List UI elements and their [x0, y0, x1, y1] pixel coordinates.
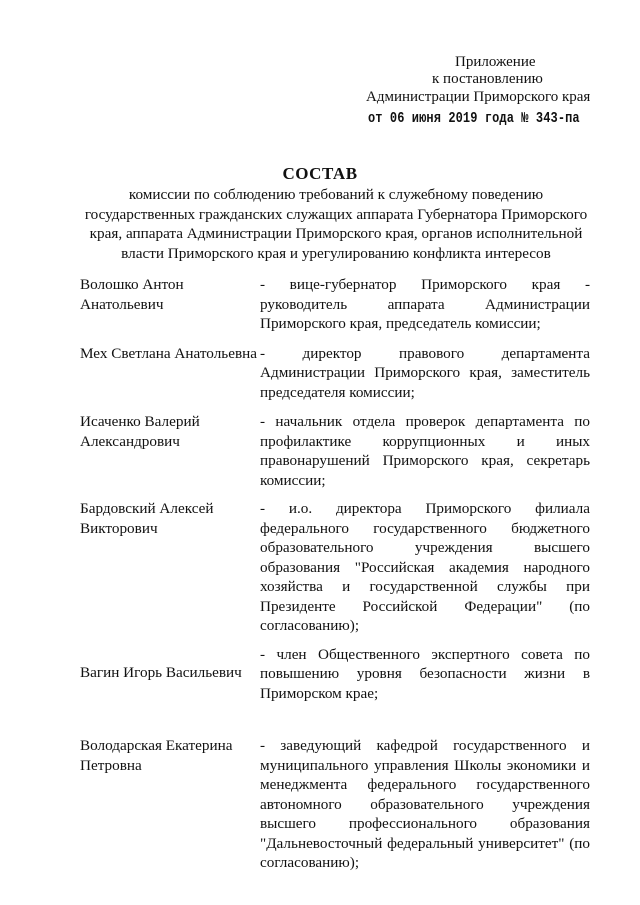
members-list — [80, 275, 590, 873]
member-role: - заведующий кафедрой государственного и муниципального управления Школы экономики и менеджмента федерального государственного автономного образовательного учреждения высшего профессионального образования "Дальневосточный федеральный университет" (по согласованию); — [260, 737, 590, 871]
member-name: Исаченко Валерий Александрович — [80, 413, 200, 450]
member-role: - директор правового департамента Администрации Приморского края, заместитель председателя комиссии; — [260, 344, 590, 401]
member-row — [80, 275, 590, 334]
member-role: - вице-губернатор Приморского края - руководитель аппарата Администрации Приморского края, председатель комиссии; — [260, 276, 590, 332]
member-role: - и.о. директора Приморского филиала федерального государственного бюджетного образовательного учреждения высшего образования "Российская академия народного хозяйства и государственной службы при Президенте Российской Федерации" (по согласованию); — [260, 500, 590, 634]
member-name: Бардовский Алексей Викторович — [80, 500, 214, 537]
member-role: - член Общественного экспертного совета по повышению уровня безопасности жизни в Приморском крае; — [260, 645, 590, 702]
member-row — [80, 645, 590, 704]
issuing-authority: Администрации Приморского края — [366, 89, 591, 105]
resolution-date-number: от 06 июня 2019 года № 343-па — [368, 109, 580, 127]
member-row — [80, 736, 590, 873]
member-row — [80, 344, 590, 403]
member-name: Волошко Антон Анатольевич — [80, 276, 184, 313]
member-name: Вагин Игорь Васильевич — [80, 663, 242, 681]
appendix-header — [0, 53, 640, 143]
document-title: СОСТАВ — [282, 164, 358, 183]
member-name: Мех Светлана Анатольевна — [80, 344, 257, 362]
member-role: - начальник отдела проверок департамента по профилактике коррупционных и иных правонарушений Приморского края, секретарь комиссии; — [260, 413, 590, 489]
appendix-label: Приложение — [455, 54, 536, 70]
member-row — [80, 499, 590, 636]
member-row — [80, 412, 590, 490]
member-name: Володарская Екатерина Петровна — [80, 737, 233, 774]
commission-description: комиссии по соблюдению требований к служебному поведению государственных гражданских служащих аппарата Губернатора Приморского края, аппарата Администрации Приморского края, органов исполнительной власти Приморского края и урегулированию конфликта интересов — [84, 186, 588, 262]
resolution-reference: к постановлению — [432, 71, 543, 87]
